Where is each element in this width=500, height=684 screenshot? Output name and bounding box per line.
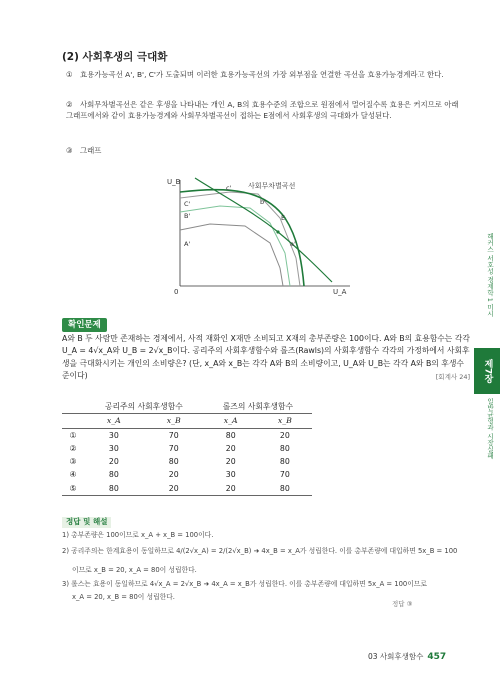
point-label-c: c' (226, 184, 232, 192)
option-row[interactable] (62, 455, 312, 468)
answer-heading: 정답 및 해설 (62, 517, 111, 528)
sub-header: x_B (258, 414, 312, 428)
utility-graph (150, 168, 370, 298)
side-chapter-tab: 제7장 (474, 348, 500, 394)
option-row[interactable] (62, 428, 312, 442)
answer-line: 2) 공리주의는 한계효용이 동일하므로 4/(2√x_A) = 2/(2√x_B) ➜ 4x_B = x_A가 성립한다. 이를 총부존량에 대입하면 5x_B = 100 (62, 547, 458, 555)
option-row[interactable] (62, 482, 312, 496)
option-label: ⑤ (62, 482, 84, 496)
option-row[interactable] (62, 468, 312, 481)
sub-header: x_A (84, 414, 144, 428)
group-header-utilitarian: 공리주의 사회후생함수 (84, 400, 204, 414)
point-label-b: b' (260, 198, 266, 206)
option-cell: 80 (225, 430, 236, 440)
page-number: 457 (427, 652, 447, 662)
option-label: ④ (69, 470, 77, 480)
option-cell: 80 (279, 443, 290, 453)
option-row[interactable] (62, 442, 312, 455)
question-source: [회계사 24] (435, 373, 470, 382)
option-cell: 80 (279, 457, 290, 467)
page-footer (368, 651, 446, 664)
item-text: 그래프 (80, 146, 102, 155)
x-axis-label: U_A (333, 288, 347, 296)
origin-label: 0 (174, 288, 179, 296)
item-number: ③ (66, 146, 73, 155)
item-text: 사회무차별곡선은 같은 후생을 나타내는 개인 A, B의 효용수준의 조합으로 원점에서 멀어질수록 효용은 커지므로 아래 그래프에서와 같이 효용가능경계와 사회무차별곡선이 접하는 E점에서 사회후생의 극대화가 달성된다. (66, 100, 459, 120)
point-label-e: E (281, 214, 286, 222)
option-cell: 30 (225, 470, 236, 480)
curve-label-b: B' (184, 212, 191, 220)
options-table (62, 400, 312, 496)
option-label: ① (69, 430, 77, 440)
option-cell: 70 (168, 430, 179, 440)
option-cell: 30 (108, 430, 119, 440)
chapter-side-tab (474, 200, 500, 560)
answer-line: x_A = 20, x_B = 80이 성립한다. (72, 593, 175, 601)
item-3 (66, 146, 466, 157)
question-text: A와 B 두 사람만 존재하는 경제에서, 사적 재화인 X재만 소비되고 X재의 총부존량은 100이다. A와 B의 효용함수는 각각 U_A = 4√x_A와 U_B = 2√x_B이다. 공리주의 사회후생함수와 롤즈(Rawls)의 사회후생함수 각각의 가정하에서 사회후생을 극대화시키는 개인의 소비량은? (단, x_A와 x_B는 각각 A와 B의 소비량이고, U_A와 U_B는 각각 A와 B의 후생수준이다) (62, 334, 470, 381)
y-axis-label: U_B (167, 178, 181, 186)
side-chapter-title: 일반균형과 시장실패 (486, 398, 494, 459)
option-cell: 20 (204, 482, 258, 496)
curve-label-a: A' (184, 240, 191, 248)
option-label: ③ (69, 457, 77, 467)
footer-chapter: 03 사회후생함수 (368, 652, 424, 661)
item-2 (66, 100, 466, 121)
option-cell: 80 (258, 482, 312, 496)
section-heading: (2) 사회후생의 극대화 (62, 51, 168, 63)
answer-line: 3) 롤스는 효용이 동일하므로 4√x_A = 2√x_B ➜ 4x_A = x_B가 성립한다. 이를 총부존량에 대입하면 5x_A = 100이므로 (62, 580, 427, 588)
question-text-block (62, 333, 470, 383)
item-number: ① (66, 70, 73, 79)
curve-label-c: C' (184, 200, 191, 208)
option-label: ② (69, 443, 77, 453)
option-cell: 20 (144, 482, 204, 496)
curve-a (180, 224, 283, 286)
final-answer: 정답 ③ (392, 600, 413, 608)
option-cell: 20 (168, 470, 179, 480)
item-text: 효용가능곡선 A', B', C'가 도출되며 이러한 효용가능곡선의 가장 외부점을 연결한 곡선을 효용가능경계라고 한다. (80, 70, 444, 79)
option-cell: 70 (168, 443, 179, 453)
item-number: ② (66, 100, 73, 109)
question-badge: 확인문제 (62, 318, 107, 332)
curve-b (180, 206, 290, 286)
option-cell: 20 (225, 457, 236, 467)
option-cell: 80 (108, 470, 119, 480)
option-cell: 80 (168, 457, 179, 467)
option-cell: 70 (279, 470, 290, 480)
option-cell: 30 (108, 443, 119, 453)
answer-line: 1) 총부존량은 100이므로 x_A + x_B = 100이다. (62, 531, 214, 539)
option-cell: 20 (108, 457, 119, 467)
group-header-rawls: 롤즈의 사회후생함수 (204, 400, 312, 414)
option-cell: 20 (225, 443, 236, 453)
sub-header: x_B (144, 414, 204, 428)
curve-label: 사회무차별곡선 (248, 182, 296, 190)
point-label-a: a' (290, 240, 296, 248)
option-cell: 20 (279, 430, 290, 440)
point-e (276, 230, 279, 233)
sub-header: x_A (204, 414, 258, 428)
item-1 (66, 70, 466, 81)
option-cell: 80 (84, 482, 144, 496)
side-book-title: 해커스 서호성 경제학 1 미시 (486, 233, 494, 317)
answer-line: 이므로 x_B = 20, x_A = 80이 성립한다. (72, 566, 197, 574)
